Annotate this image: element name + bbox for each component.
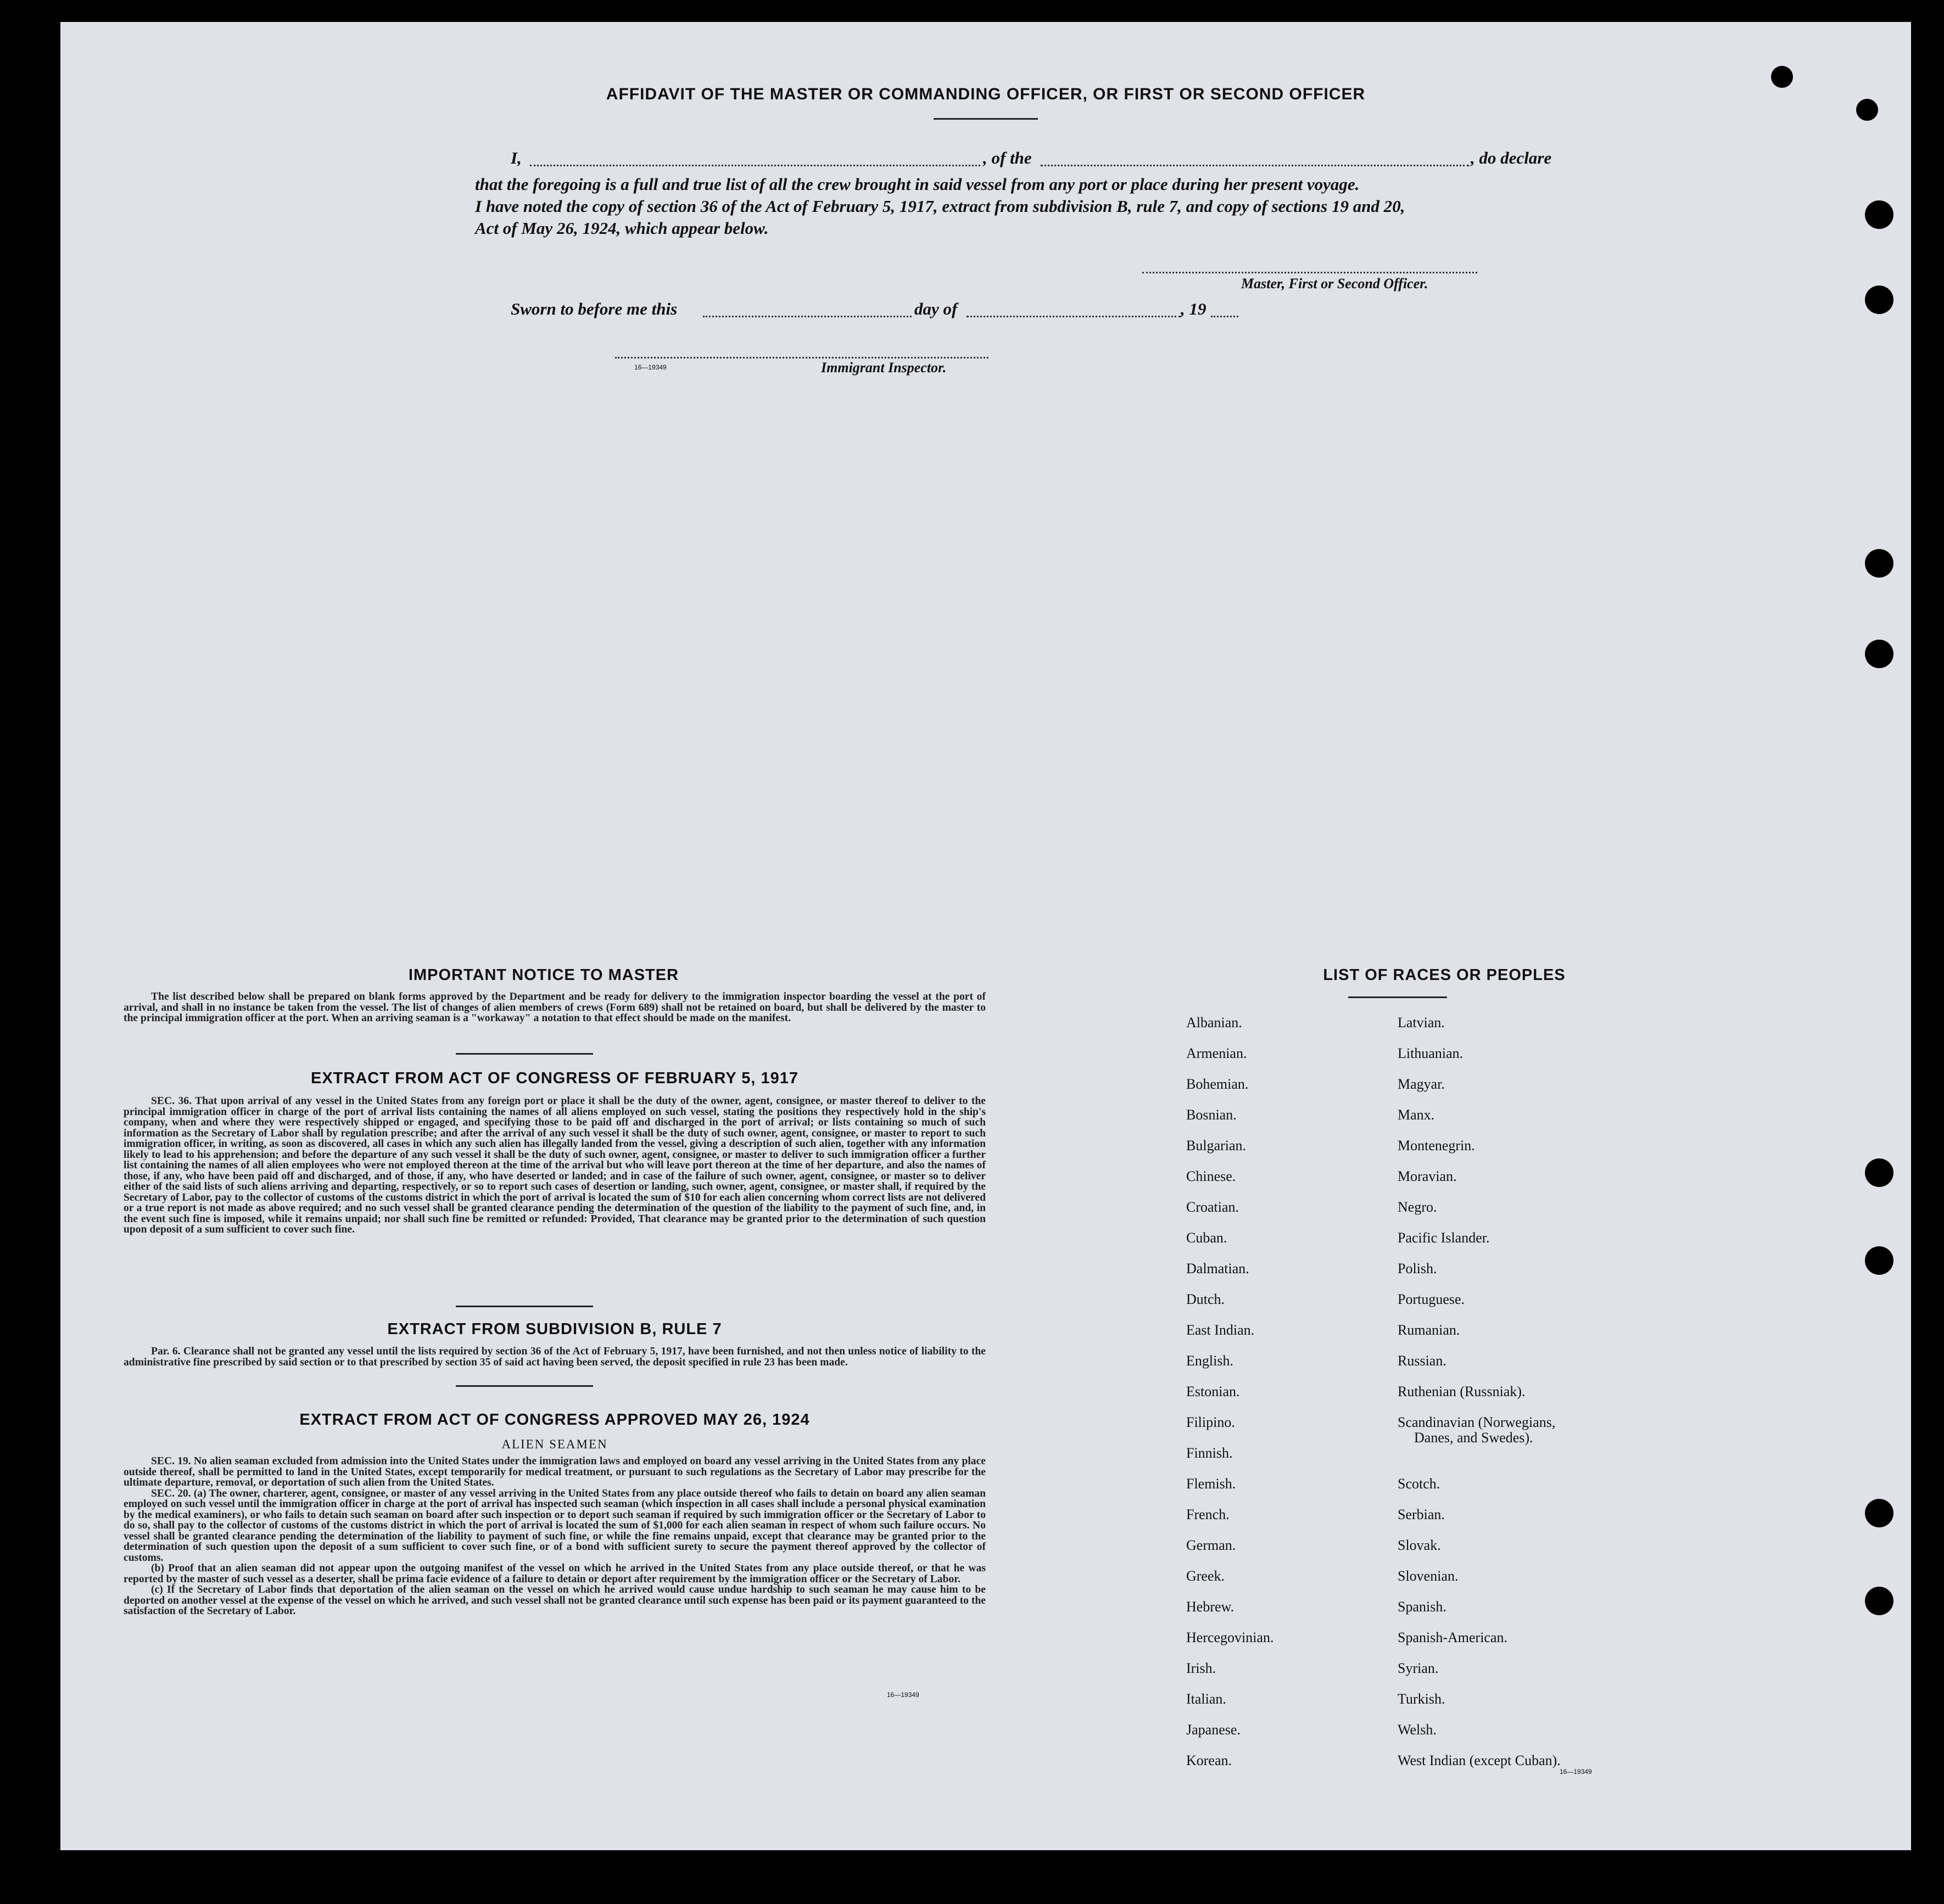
race-item: Bohemian. [1186,1076,1249,1092]
affidavit-line4: Act of May 26, 1924, which appear below. [475,219,769,238]
race-item: Japanese. [1186,1722,1241,1738]
race-item: Dalmatian. [1186,1261,1249,1276]
punch-hole [1865,1587,1893,1615]
affidavit-title: AFFIDAVIT OF THE MASTER OR COMMANDING OFFICER, OR FIRST OR SECOND OFFICER [606,85,1366,103]
races-form-number: 16—19349 [1560,1768,1592,1776]
extract-form-number: 16—19349 [887,1691,919,1699]
race-item: Ruthenian (Russniak). [1398,1384,1526,1399]
inspector-signature-field[interactable] [615,357,988,359]
race-item: Cuban. [1186,1230,1227,1246]
extract-1917-title: EXTRACT FROM ACT OF CONGRESS OF FEBRUARY 5, 1917 [310,1069,799,1087]
divider [456,1385,593,1387]
extract-1917-text: SEC. 36. That upon arrival of any vessel in the United States from any foreign port or place it shall be the duty of the owner, agent, consignee, or master thereof to deliver to the principal immigration officer in charge of the port of arrival lists containing the names of all aliens employed on such vessel, stating the positions they respectively hold in the ship's company, when and where they were respectively shipped or engaged, and specifying those to be paid off and discharged in the port of arrival; or lists containing so much of such information as the Secretary of Labor shall by regulation prescribe; and after the arrival of any such vessel it shall be the duty of such owner, agent, consignee, or master to report to such immigration officer, in writing, as soon as discovered, all cases in which any such alien has illegally landed from the vessel, giving a description of such alien, together with any information likely to lead to his apprehension; and before the departure of any such vessel it shall be the duty of such owner, agent, consignee, or master to deliver to such immigration officer a further list containing the names of all alien employees who were not employed thereon at the time of the arrival but who will leave port thereon at the time of her departure, and also the names of those, if any, who have been paid off and discharged, and of those, if any, who have deserted or landed; and in case of the failure of such owner, agent, consignee, or master so to deliver either of the said lists of such aliens arriving and departing, respectively, or so to report such cases of desertion or landing, such owner, agent, consignee, or master shall, if required by the Secretary of Labor, pay to the collector of customs of the customs district in which the port of arrival is located the sum of $10 for each alien concerning whom correct lists are not delivered or a true report is not made as above required; and no such vessel shall be granted clearance pending the determination of the question of the liability to the payment of such fine, and, in the event such fine is imposed, while it remains unpaid; nor shall such fine be remitted or refunded: Provided, That clearance may be granted prior to the determination of such question upon deposit of a sum sufficient to cover such fine. [124,1095,986,1235]
punch-hole [1865,200,1893,229]
affidavit-i: I, [511,148,522,167]
affidavit-form-number: 16—19349 [634,363,667,371]
sworn-year-field[interactable] [1211,316,1238,317]
race-item: Scandinavian (Norwegians, [1398,1414,1556,1430]
race-item: Albanian. [1186,1015,1242,1031]
affidavit-line1 [60,148,1911,170]
race-item: Polish. [1398,1261,1437,1276]
race-item: Turkish. [1398,1691,1445,1707]
race-item: Welsh. [1398,1722,1437,1738]
divider [456,1306,593,1307]
affidavit-of-the: , of the [983,148,1032,167]
extract-1924-subtitle: ALIEN SEAMEN [501,1437,608,1451]
race-item: Slovak. [1398,1537,1441,1553]
extract-1924-title: EXTRACT FROM ACT OF CONGRESS APPROVED MAY 26, 1924 [299,1411,810,1429]
race-item: Russian. [1398,1353,1446,1369]
races-rule [1348,996,1447,998]
race-item: Magyar. [1398,1076,1445,1092]
races-title: LIST OF RACES OR PEOPLES [1323,966,1566,984]
race-item: Spanish-American. [1398,1629,1508,1645]
inspector-label: Immigrant Inspector. [821,360,947,376]
master-signature-field[interactable] [1142,272,1477,273]
race-item: Hercegovinian. [1186,1629,1274,1645]
extract-1924-sec20b: (b) Proof that an alien seaman did not appear upon the outgoing manifest of the vessel on which he arrived in the United States from any place outside thereof, or that he was reported by the master of such vessel as a deserter, shall be prima facie evidence of a failure to detain or deport after requirement by the immigration officer or the Secretary of Labor. [124,1563,986,1585]
race-item: English. [1186,1353,1233,1369]
race-item: West Indian (except Cuban). [1398,1752,1561,1768]
title-rule [934,118,1038,120]
race-item-continuation: Danes, and Swedes). [1414,1430,1533,1446]
race-item: German. [1186,1537,1236,1553]
race-item: Armenian. [1186,1045,1247,1061]
race-item: Chinese. [1186,1168,1236,1184]
punch-hole [1865,1158,1893,1187]
race-item: Moravian. [1398,1168,1457,1184]
extract-1924-body [124,1456,986,1617]
race-item: Bosnian. [1186,1107,1237,1123]
punch-hole [1865,1246,1893,1275]
race-item: Irish. [1186,1660,1216,1676]
race-item: East Indian. [1186,1322,1255,1338]
race-item: Dutch. [1186,1291,1225,1307]
notice-text: The list described below shall be prepared on blank forms approved by the Department and be ready for delivery to the immigration inspector boarding the vessel at the port of arrival, and shall in no instance be taken from the vessel. The list of changes of alien members of crews (Form 689) shall not be retained on board, but shall be delivered by the master to the principal immigration officer at the port. When an arriving seaman is a "workaway" a notation to that effect should be made on the manifest. [124,991,986,1024]
race-item: Lithuanian. [1398,1045,1463,1061]
race-item: Scotch. [1398,1476,1440,1492]
race-item: Slovenian. [1398,1568,1459,1584]
race-item: Pacific Islander. [1398,1230,1490,1246]
race-item: Portuguese. [1398,1291,1465,1307]
extract-1924-sec19: SEC. 19. No alien seaman excluded from admission into the United States under the immigration laws and employed on board any vessel arriving in the United States from any place outside thereof, shall be permitted to land in the United States, except temporarily for medical treatment, or pursuant to such regulations as the Secretary of Labor may prescribe for the ultimate departure, removal, or deportation of such alien from the United States. [124,1455,986,1488]
sworn-year: , 19 [1181,299,1206,318]
race-item: Greek. [1186,1568,1225,1584]
divider [456,1053,593,1055]
race-item: Manx. [1398,1107,1435,1123]
race-item: Filipino. [1186,1414,1235,1430]
vessel-field[interactable] [1041,165,1469,166]
extract-1924-sec20a: SEC. 20. (a) The owner, charterer, agent, consignee, or master of any vessel arriving in the United States from any place outside thereof who fails to detain on board any alien seaman employed on such vessel until the immigration officer in charge at the port of arrival has inspected such seaman (which inspection in all cases shall include a personal physical examination by the medical examiners), or who fails to detain such seaman on board after such inspection or to deport such seaman if required by such immigration officer or the Secretary of Labor to do so, shall pay to the collector of customs of the customs district in which the port of arrival is located the sum of $1,000 for each alien seaman in respect of whom such failure occurs. No vessel shall be granted clearance pending the determination of the liability to payment of such fine, or while the fine remains unpaid, except that clearance may be granted prior to the determination of such question upon the deposit of a sum sufficient to cover such fine, or of a bond with sufficient surety to secure the payment thereof approved by the collector of customs. [124,1487,986,1564]
affidavit-declare: , do declare [1471,148,1552,167]
race-item: Syrian. [1398,1660,1439,1676]
race-item: Bulgarian. [1186,1138,1247,1153]
race-item: Rumanian. [1398,1322,1460,1338]
affidavit-line3: I have noted the copy of section 36 of the Act of February 5, 1917, extract from subdivision B, rule 7, and copy of sections 19 and 20, [475,197,1405,216]
sworn-month-field[interactable] [967,316,1181,317]
race-item: Spanish. [1398,1599,1446,1615]
document-page [60,22,1911,1850]
race-item: Serbian. [1398,1507,1445,1522]
race-item: Italian. [1186,1691,1226,1707]
punch-hole [1865,549,1893,578]
punch-hole [1865,640,1893,668]
race-item: Flemish. [1186,1476,1236,1492]
races-column-2 [1398,1015,1561,1783]
race-item: Croatian. [1186,1199,1239,1215]
sworn-day-of: day of [914,299,958,318]
affidavit-line2: that the foregoing is a full and true list of all the crew brought in said vessel from any port or place during her present voyage. [475,175,1360,194]
races-column-1 [1186,1015,1274,1783]
race-item: Montenegrin. [1398,1138,1475,1153]
sworn-day-field[interactable] [703,316,912,317]
race-item: Negro. [1398,1199,1437,1215]
sworn-prefix: Sworn to before me this [511,299,678,318]
extract-1924-sec20c: (c) If the Secretary of Labor finds that deportation of the alien seaman on the vessel on which he arrived would cause undue hardship to such seaman he may cause him to be deported on another vessel at the expense of the vessel on which he arrived, and such vessel shall not be granted clearance until such expense has been paid or its payment guaranteed to the satisfaction of the Secretary of Labor. [124,1584,986,1617]
race-item: French. [1186,1507,1230,1522]
punch-hole [1771,66,1793,88]
race-item: Latvian. [1398,1015,1445,1031]
race-item: Hebrew. [1186,1599,1234,1615]
race-item: Korean. [1186,1752,1232,1768]
extract-rule7-text: Par. 6. Clearance shall not be granted any vessel until the lists required by section 36 of the Act of February 5, 1917, have been furnished, and not then unless notice of liability to the administrative fine prescribed by said section or to that prescribed by section 35 of said act having been served, the deposit specified in rule 23 has been made. [124,1346,986,1368]
master-signature-label: Master, First or Second Officer. [1241,276,1428,292]
notice-title: IMPORTANT NOTICE TO MASTER [408,966,679,984]
race-item: Estonian. [1186,1384,1240,1399]
punch-hole [1865,1499,1893,1527]
name-field[interactable] [530,165,980,166]
race-item: Finnish. [1186,1445,1233,1461]
extract-rule7-title: EXTRACT FROM SUBDIVISION B, RULE 7 [387,1320,722,1338]
sworn-line [60,299,1911,321]
